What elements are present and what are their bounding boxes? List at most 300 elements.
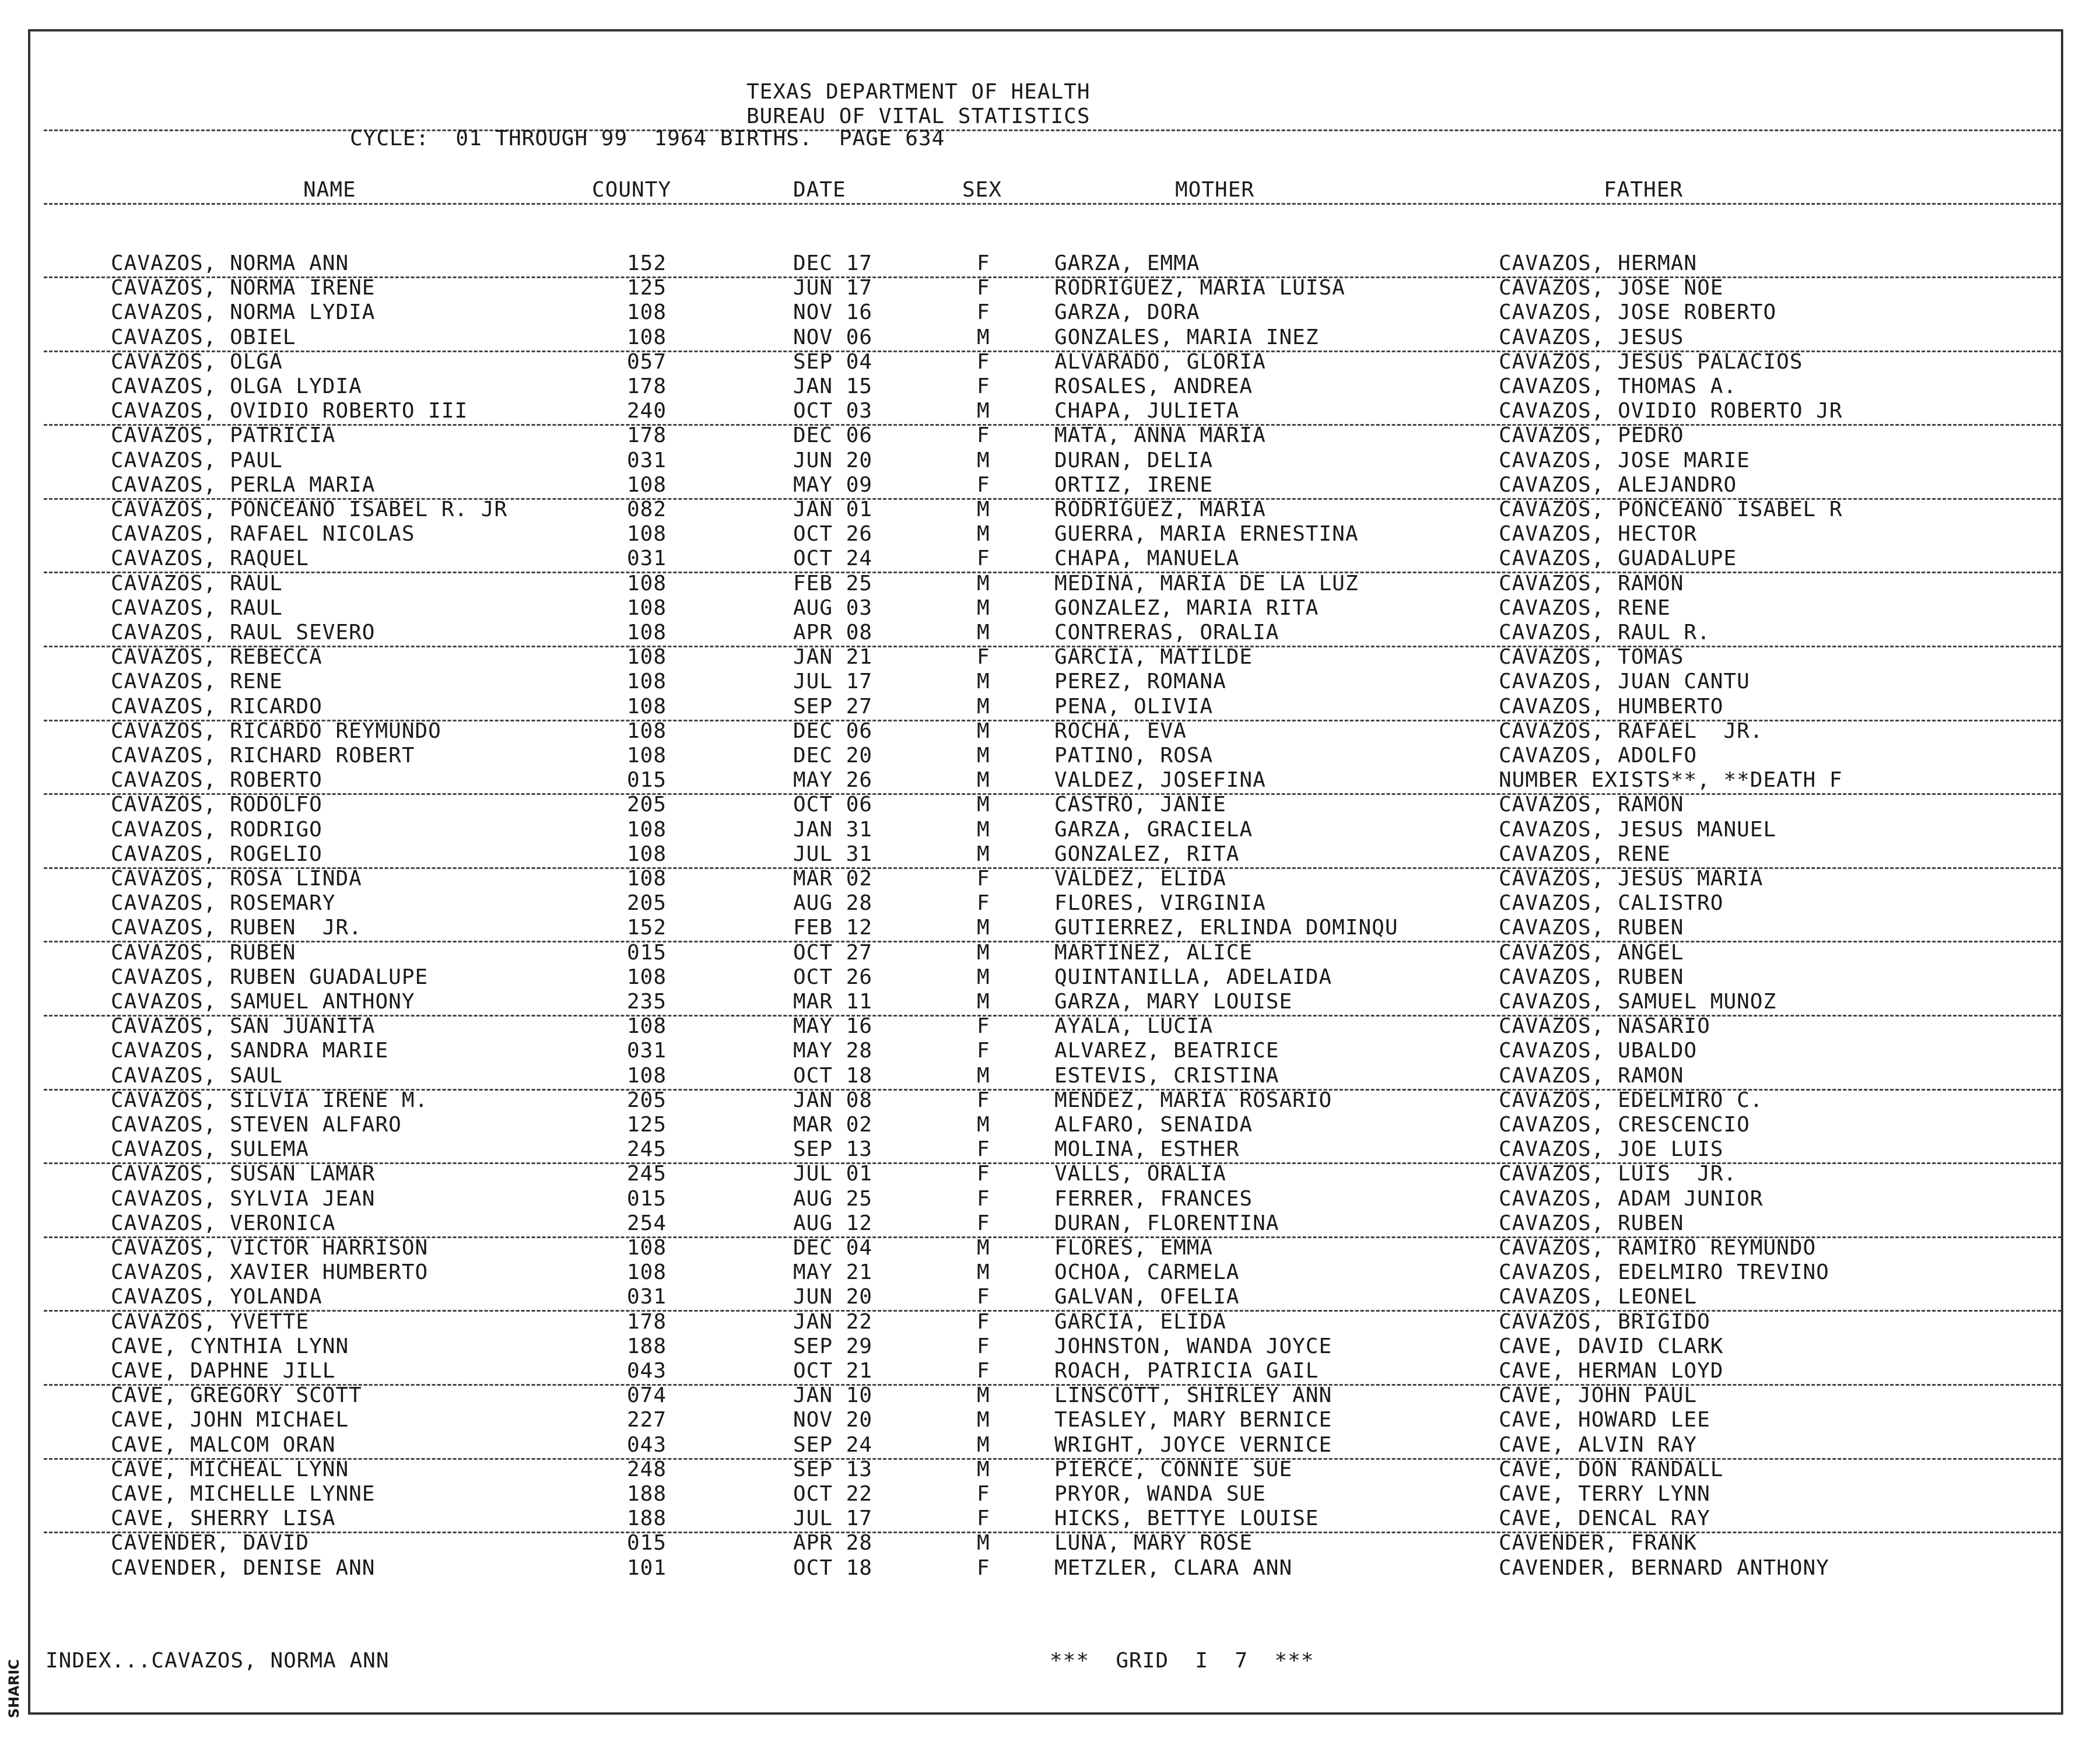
cell-name: CAVAZOS, OLGA: [111, 349, 283, 374]
cell-mother: OCHOA, CARMELA: [1054, 1260, 1240, 1285]
cell-county: 108: [627, 1063, 667, 1088]
cell-father: CAVAZOS, CRESCENCIO: [1499, 1113, 1750, 1137]
row-divider: [44, 720, 2062, 721]
row-divider: [44, 276, 2062, 278]
cell-sex: F: [977, 1186, 990, 1211]
cell-name: CAVAZOS, SAUL: [111, 1063, 283, 1088]
cell-date: JUN 17: [793, 276, 873, 300]
cell-name: CAVAZOS, RAFAEL NICOLAS: [111, 522, 415, 546]
cell-name: CAVAZOS, VICTOR HARRISON: [111, 1236, 429, 1260]
row-divider: [44, 867, 2062, 869]
cell-date: SEP 27: [793, 694, 873, 719]
cell-date: MAY 09: [793, 472, 873, 497]
cell-county: 178: [627, 374, 667, 398]
cell-father: CAVAZOS, PEDRO: [1499, 423, 1684, 448]
cell-date: JUL 31: [793, 842, 873, 866]
cell-county: 015: [627, 768, 667, 793]
cell-county: 108: [627, 842, 667, 866]
cell-father: CAVAZOS, EDELMIRO TREVINO: [1499, 1260, 1829, 1285]
cell-date: JAN 15: [793, 374, 873, 398]
cell-name: CAVAZOS, PONCEANO ISABEL R. JR: [111, 497, 508, 521]
cell-name: CAVE, MICHEAL LYNN: [111, 1457, 349, 1481]
table-row: [0, 1335, 2100, 1359]
cell-father: CAVAZOS, ALEJANDRO: [1499, 472, 1737, 497]
cell-sex: F: [977, 1482, 990, 1506]
table-row: [0, 547, 2100, 572]
cell-mother: ROSALES, ANDREA: [1054, 374, 1253, 398]
cell-sex: M: [977, 1432, 990, 1457]
row-divider: [44, 793, 2062, 795]
table-row: [0, 424, 2100, 448]
header-bureau: BUREAU OF VITAL STATISTICS: [746, 104, 1091, 128]
cell-father: CAVENDER, FRANK: [1499, 1531, 1698, 1555]
table-row: [0, 744, 2100, 769]
cell-date: JUL 01: [793, 1162, 873, 1186]
col-header-mother: MOTHER: [1175, 178, 1255, 202]
cell-date: OCT 26: [793, 522, 873, 546]
cell-sex: F: [977, 1039, 990, 1063]
cell-mother: PENA, OLIVIA: [1054, 694, 1214, 719]
header-divider: [44, 129, 2062, 131]
cell-date: JUN 20: [793, 1285, 873, 1309]
cell-sex: M: [977, 448, 990, 472]
cell-father: CAVAZOS, NASARIO: [1499, 1014, 1710, 1039]
cell-sex: M: [977, 1457, 990, 1481]
cell-sex: M: [977, 325, 990, 349]
cell-date: AUG 25: [793, 1186, 873, 1211]
cell-date: MAY 16: [793, 1014, 873, 1039]
cell-name: CAVAZOS, RAUL SEVERO: [111, 621, 376, 644]
cell-mother: ROACH, PATRICIA GAIL: [1054, 1359, 1319, 1383]
cell-sex: M: [977, 1260, 990, 1285]
cell-father: NUMBER EXISTS**, **DEATH F: [1499, 768, 1843, 793]
table-row: [0, 1285, 2100, 1310]
cell-mother: PATINO, ROSA: [1054, 744, 1214, 768]
cell-name: CAVENDER, DENISE ANN: [111, 1555, 376, 1580]
cell-name: CAVAZOS, SULEMA: [111, 1137, 310, 1162]
cell-name: CAVAZOS, VERONICA: [111, 1211, 336, 1235]
cell-name: CAVAZOS, RODRIGO: [111, 817, 322, 842]
cell-county: 152: [627, 251, 667, 275]
cell-sex: M: [977, 522, 990, 546]
cell-date: OCT 03: [793, 399, 873, 423]
cell-name: CAVAZOS, STEVEN ALFARO: [111, 1113, 402, 1137]
cell-date: OCT 18: [793, 1063, 873, 1088]
cell-father: CAVAZOS, HECTOR: [1499, 522, 1698, 546]
margin-label-text: SHARIC: [6, 1659, 22, 1718]
cell-county: 178: [627, 423, 667, 448]
cell-father: CAVE, TERRY LYNN: [1499, 1482, 1710, 1506]
cell-mother: RODRIGUEZ, MARIA: [1054, 497, 1266, 521]
cell-name: CAVAZOS, ROSA LINDA: [111, 867, 362, 891]
cell-father: CAVAZOS, SAMUEL MUNOZ: [1499, 990, 1777, 1014]
table-row: [0, 695, 2100, 720]
row-divider: [44, 646, 2062, 647]
table-row: [0, 867, 2100, 892]
table-row: [0, 1089, 2100, 1113]
cell-mother: HICKS, BETTYE LOUISE: [1054, 1506, 1319, 1531]
cell-date: DEC 04: [793, 1236, 873, 1260]
cell-date: SEP 13: [793, 1137, 873, 1162]
cell-county: 082: [627, 497, 667, 521]
cell-county: 188: [627, 1506, 667, 1531]
cell-mother: FLORES, EMMA: [1054, 1236, 1214, 1260]
cell-name: CAVAZOS, RICHARD ROBERT: [111, 744, 415, 768]
cell-father: CAVAZOS, HUMBERTO: [1499, 694, 1724, 719]
cell-date: MAR 02: [793, 1113, 873, 1137]
cell-date: NOV 20: [793, 1408, 873, 1432]
table-row: [0, 375, 2100, 400]
cell-date: JAN 08: [793, 1088, 873, 1112]
cell-county: 043: [627, 1432, 667, 1457]
cell-sex: M: [977, 1063, 990, 1088]
cell-sex: F: [977, 1359, 990, 1383]
cell-date: MAY 28: [793, 1039, 873, 1063]
cell-name: CAVE, MICHELLE LYNNE: [111, 1482, 376, 1506]
cell-mother: MENDEZ, MARIA ROSARIO: [1054, 1088, 1333, 1112]
row-divider: [44, 1310, 2062, 1312]
cell-mother: PIERCE, CONNIE SUE: [1054, 1457, 1293, 1481]
cell-county: 108: [627, 694, 667, 719]
cell-father: CAVAZOS, BRIGIDO: [1499, 1309, 1710, 1334]
cell-father: CAVE, HERMAN LOYD: [1499, 1359, 1724, 1383]
cell-county: 108: [627, 522, 667, 546]
cell-mother: FLORES, VIRGINIA: [1054, 891, 1266, 916]
cell-mother: PRYOR, WANDA SUE: [1054, 1482, 1266, 1506]
cell-sex: M: [977, 990, 990, 1014]
cell-county: 031: [627, 546, 667, 571]
cell-name: CAVAZOS, RAUL: [111, 595, 283, 620]
cell-mother: GARZA, GRACIELA: [1054, 817, 1253, 842]
cell-father: CAVAZOS, JOSE MARIE: [1499, 448, 1750, 472]
cell-name: CAVE, JOHN MICHAEL: [111, 1408, 349, 1432]
table-row: [0, 1507, 2100, 1532]
cell-date: AUG 28: [793, 891, 873, 916]
table-row: [0, 1162, 2100, 1187]
cell-name: CAVAZOS, YOLANDA: [111, 1285, 322, 1309]
cell-mother: GONZALEZ, RITA: [1054, 842, 1240, 866]
cell-mother: VALLS, ORALIA: [1054, 1162, 1226, 1186]
table-row: [0, 1557, 2100, 1581]
cell-father: CAVAZOS, RENE: [1499, 842, 1671, 866]
cell-date: OCT 06: [793, 793, 873, 817]
cell-mother: GARCIA, ELIDA: [1054, 1309, 1226, 1334]
cell-father: CAVAZOS, LUIS JR.: [1499, 1162, 1737, 1186]
cell-county: 108: [627, 867, 667, 891]
cell-county: 015: [627, 1186, 667, 1211]
cell-father: CAVAZOS, RUBEN: [1499, 916, 1684, 940]
cell-name: CAVE, DAPHNE JILL: [111, 1359, 336, 1383]
cell-date: NOV 06: [793, 325, 873, 349]
cell-county: 245: [627, 1162, 667, 1186]
cell-mother: GUTIERREZ, ERLINDA DOMINQU: [1054, 916, 1398, 940]
cell-date: OCT 22: [793, 1482, 873, 1506]
cell-father: CAVAZOS, TOMAS: [1499, 645, 1684, 670]
cell-date: DEC 20: [793, 744, 873, 768]
cell-mother: GONZALEZ, MARIA RITA: [1054, 595, 1319, 620]
cell-name: CAVAZOS, RENE: [111, 670, 283, 694]
cell-sex: F: [977, 546, 990, 571]
cell-name: CAVAZOS, RICARDO REYMUNDO: [111, 719, 441, 743]
cell-mother: MOLINA, ESTHER: [1054, 1137, 1240, 1162]
cell-father: CAVAZOS, JUAN CANTU: [1499, 670, 1750, 694]
cell-name: CAVAZOS, RUBEN: [111, 940, 296, 965]
cell-father: CAVAZOS, CALISTRO: [1499, 891, 1724, 916]
cell-county: 108: [627, 1236, 667, 1260]
table-row: [0, 769, 2100, 793]
cell-sex: F: [977, 1088, 990, 1112]
cell-sex: F: [977, 300, 990, 325]
cell-mother: DURAN, DELIA: [1054, 448, 1214, 472]
cell-mother: WRIGHT, JOYCE VERNICE: [1054, 1432, 1333, 1457]
cell-date: AUG 12: [793, 1211, 873, 1235]
cell-county: 108: [627, 645, 667, 670]
cell-county: 108: [627, 571, 667, 595]
cell-county: 108: [627, 965, 667, 989]
cell-name: CAVAZOS, ROSEMARY: [111, 891, 336, 916]
cell-date: AUG 03: [793, 595, 873, 620]
cell-name: CAVAZOS, XAVIER HUMBERTO: [111, 1260, 429, 1285]
cell-father: CAVAZOS, ADAM JUNIOR: [1499, 1186, 1764, 1211]
table-row: [0, 892, 2100, 916]
cell-date: JUN 20: [793, 448, 873, 472]
table-row: [0, 523, 2100, 547]
table-row: [0, 572, 2100, 597]
cell-mother: MEDINA, MARIA DE LA LUZ: [1054, 571, 1359, 595]
cell-name: CAVAZOS, NORMA ANN: [111, 251, 349, 275]
cell-mother: CASTRO, JANIE: [1054, 793, 1226, 817]
cell-sex: M: [977, 595, 990, 620]
table-row: [0, 301, 2100, 325]
cell-mother: GALVAN, OFELIA: [1054, 1285, 1240, 1309]
table-row: [0, 498, 2100, 523]
cell-date: JUL 17: [793, 1506, 873, 1531]
row-divider: [44, 498, 2062, 500]
cell-father: CAVAZOS, OVIDIO ROBERTO JR: [1499, 399, 1843, 423]
cell-sex: M: [977, 670, 990, 694]
cell-father: CAVAZOS, JESUS MARIA: [1499, 867, 1764, 891]
cell-name: CAVAZOS, SUSAN LAMAR: [111, 1162, 376, 1186]
cell-county: 031: [627, 1039, 667, 1063]
cell-county: 235: [627, 990, 667, 1014]
table-row: [0, 474, 2100, 498]
cell-sex: M: [977, 621, 990, 644]
cell-name: CAVAZOS, ROGELIO: [111, 842, 322, 866]
column-header-divider: [44, 203, 2062, 205]
table-row: [0, 351, 2100, 375]
cell-date: DEC 06: [793, 423, 873, 448]
cell-county: 108: [627, 670, 667, 694]
cell-father: CAVAZOS, RAMON: [1499, 571, 1684, 595]
cell-name: CAVAZOS, SAN JUANITA: [111, 1014, 376, 1039]
cell-county: 108: [627, 595, 667, 620]
cell-date: JUL 17: [793, 670, 873, 694]
table-row: [0, 1039, 2100, 1064]
table-row: [0, 1483, 2100, 1507]
cell-county: 031: [627, 1285, 667, 1309]
row-divider: [44, 1384, 2062, 1386]
cell-name: CAVAZOS, RUBEN GUADALUPE: [111, 965, 429, 989]
table-row: [0, 941, 2100, 966]
cell-father: CAVE, JOHN PAUL: [1499, 1383, 1698, 1408]
cell-sex: F: [977, 349, 990, 374]
cell-sex: M: [977, 497, 990, 521]
cell-date: NOV 16: [793, 300, 873, 325]
table-row: [0, 720, 2100, 744]
cell-name: CAVAZOS, OVIDIO ROBERTO III: [111, 399, 468, 423]
cell-county: 205: [627, 1088, 667, 1112]
cell-father: CAVAZOS, JOE LUIS: [1499, 1137, 1724, 1162]
cell-sex: M: [977, 694, 990, 719]
cell-county: 248: [627, 1457, 667, 1481]
cell-sex: M: [977, 842, 990, 866]
col-header-county: COUNTY: [592, 178, 672, 202]
cell-mother: MARTINEZ, ALICE: [1054, 940, 1253, 965]
table-row: [0, 621, 2100, 646]
cell-name: CAVAZOS, PAUL: [111, 448, 283, 472]
cell-father: CAVENDER, BERNARD ANTHONY: [1499, 1555, 1829, 1580]
table-row: [0, 966, 2100, 990]
cell-mother: LINSCOTT, SHIRLEY ANN: [1054, 1383, 1333, 1408]
cell-mother: QUINTANILLA, ADELAIDA: [1054, 965, 1333, 989]
cell-father: CAVE, ALVIN RAY: [1499, 1432, 1698, 1457]
cell-sex: M: [977, 965, 990, 989]
cell-sex: F: [977, 1211, 990, 1235]
cell-father: CAVAZOS, ADOLFO: [1499, 744, 1698, 768]
cell-mother: VALDEZ, ELIDA: [1054, 867, 1226, 891]
cell-county: 108: [627, 719, 667, 743]
cell-sex: M: [977, 1408, 990, 1432]
cell-name: CAVE, SHERRY LISA: [111, 1506, 336, 1531]
cell-mother: METZLER, CLARA ANN: [1054, 1555, 1293, 1580]
cell-father: CAVAZOS, RUBEN: [1499, 965, 1684, 989]
cell-father: CAVE, DENCAL RAY: [1499, 1506, 1710, 1531]
cell-sex: F: [977, 423, 990, 448]
cell-county: 015: [627, 1531, 667, 1555]
cell-sex: F: [977, 867, 990, 891]
cell-father: CAVAZOS, THOMAS A.: [1499, 374, 1737, 398]
cell-name: CAVAZOS, NORMA IRENE: [111, 276, 376, 300]
cell-father: CAVAZOS, PONCEANO ISABEL R: [1499, 497, 1843, 521]
table-row: [0, 1064, 2100, 1089]
cell-date: JAN 01: [793, 497, 873, 521]
cell-sex: M: [977, 399, 990, 423]
cell-mother: JOHNSTON, WANDA JOYCE: [1054, 1334, 1333, 1358]
cell-sex: F: [977, 1137, 990, 1162]
cell-sex: M: [977, 1236, 990, 1260]
cell-county: 057: [627, 349, 667, 374]
cell-father: CAVAZOS, UBALDO: [1499, 1039, 1698, 1063]
table-row: [0, 793, 2100, 818]
cell-sex: F: [977, 251, 990, 275]
cell-date: MAY 26: [793, 768, 873, 793]
cell-date: OCT 26: [793, 965, 873, 989]
table-row: [0, 1138, 2100, 1162]
cell-mother: ORTIZ, IRENE: [1054, 472, 1214, 497]
row-divider: [44, 572, 2062, 573]
cell-sex: M: [977, 744, 990, 768]
cell-father: CAVAZOS, RAUL R.: [1499, 621, 1710, 644]
cell-sex: M: [977, 940, 990, 965]
cell-mother: VALDEZ, JOSEFINA: [1054, 768, 1266, 793]
cell-date: OCT 24: [793, 546, 873, 571]
cell-father: CAVAZOS, JOSE NOE: [1499, 276, 1724, 300]
cell-name: CAVAZOS, RAQUEL: [111, 546, 310, 571]
table-row: [0, 1261, 2100, 1285]
table-row: [0, 1532, 2100, 1556]
cell-county: 108: [627, 621, 667, 644]
cell-date: SEP 24: [793, 1432, 873, 1457]
cell-date: JAN 31: [793, 817, 873, 842]
cell-name: CAVE, GREGORY SCOTT: [111, 1383, 362, 1408]
cell-name: CAVENDER, DAVID: [111, 1531, 310, 1555]
cell-father: CAVAZOS, RAFAEL JR.: [1499, 719, 1764, 743]
col-header-sex: SEX: [962, 178, 1002, 202]
col-header-name: NAME: [303, 178, 356, 202]
cell-date: MAY 21: [793, 1260, 873, 1285]
cell-sex: M: [977, 768, 990, 793]
table-row: [0, 1458, 2100, 1483]
cell-sex: M: [977, 793, 990, 817]
table-row: [0, 1015, 2100, 1039]
cell-county: 015: [627, 940, 667, 965]
cell-name: CAVAZOS, NORMA LYDIA: [111, 300, 376, 325]
cell-sex: F: [977, 645, 990, 670]
cell-name: CAVAZOS, SYLVIA JEAN: [111, 1186, 376, 1211]
cell-county: 108: [627, 817, 667, 842]
row-divider: [44, 1015, 2062, 1017]
cell-name: CAVAZOS, RICARDO: [111, 694, 322, 719]
cell-county: 101: [627, 1555, 667, 1580]
cell-mother: GARZA, DORA: [1054, 300, 1200, 325]
cell-name: CAVAZOS, OLGA LYDIA: [111, 374, 362, 398]
cell-sex: M: [977, 719, 990, 743]
cell-name: CAVAZOS, OBIEL: [111, 325, 296, 349]
row-divider: [44, 1458, 2062, 1460]
cell-mother: CONTRERAS, ORALIA: [1054, 621, 1279, 644]
cell-mother: GARZA, MARY LOUISE: [1054, 990, 1293, 1014]
table-row: [0, 1187, 2100, 1212]
table-row: [0, 843, 2100, 867]
cell-father: CAVAZOS, JESUS: [1499, 325, 1684, 349]
cell-mother: TEASLEY, MARY BERNICE: [1054, 1408, 1333, 1432]
cell-father: CAVAZOS, HERMAN: [1499, 251, 1698, 275]
cell-sex: F: [977, 1309, 990, 1334]
cell-father: CAVE, DON RANDALL: [1499, 1457, 1724, 1481]
cell-county: 254: [627, 1211, 667, 1235]
cell-date: OCT 18: [793, 1555, 873, 1580]
table-row: [0, 818, 2100, 843]
cell-sex: M: [977, 571, 990, 595]
cell-date: APR 08: [793, 621, 873, 644]
cell-mother: GUERRA, MARIA ERNESTINA: [1054, 522, 1359, 546]
header-title: TEXAS DEPARTMENT OF HEALTH: [746, 80, 1091, 104]
cell-name: CAVAZOS, SAMUEL ANTHONY: [111, 990, 415, 1014]
cell-father: CAVAZOS, JOSE ROBERTO: [1499, 300, 1777, 325]
cell-date: JAN 21: [793, 645, 873, 670]
table-row: [0, 597, 2100, 621]
cell-date: SEP 04: [793, 349, 873, 374]
cell-date: DEC 06: [793, 719, 873, 743]
cell-sex: M: [977, 1383, 990, 1408]
cell-name: CAVAZOS, REBECCA: [111, 645, 322, 670]
cell-mother: CHAPA, MANUELA: [1054, 546, 1240, 571]
cell-mother: FERRER, FRANCES: [1054, 1186, 1253, 1211]
margin-label: [3, 1659, 23, 1721]
cell-county: 205: [627, 891, 667, 916]
cell-date: SEP 13: [793, 1457, 873, 1481]
cell-sex: F: [977, 1014, 990, 1039]
